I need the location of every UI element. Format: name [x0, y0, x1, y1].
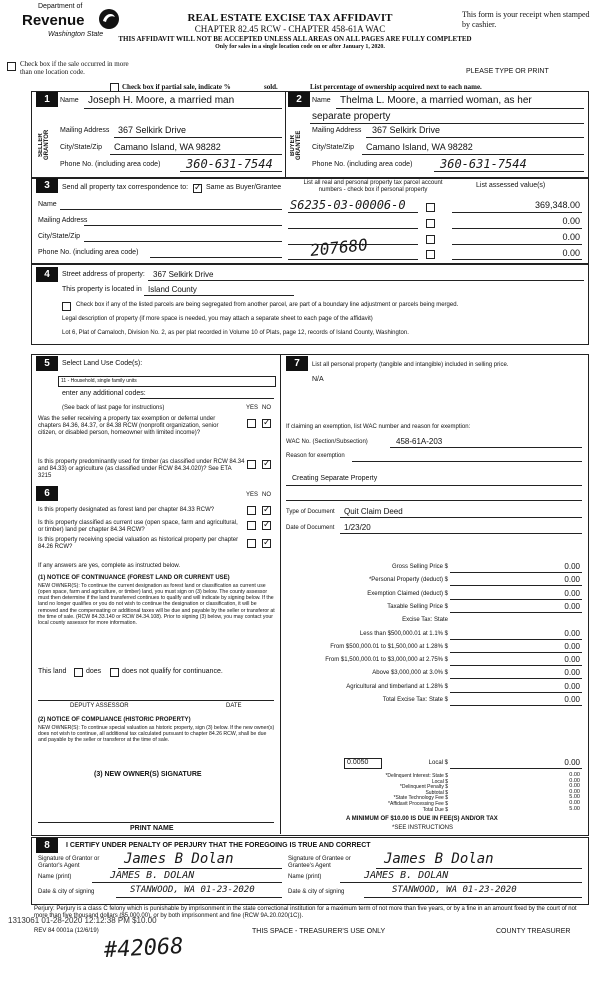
seller-name-label: Name — [60, 97, 79, 104]
handwritten-number: #42068 — [103, 933, 185, 964]
sig-grantor: James B Dolan — [124, 851, 234, 867]
only-for-note: Only for sales in a single location code on or after January 1, 2020. — [215, 44, 385, 50]
exemption-note: If claiming an exemption, list WAC number and reason for exemption: — [286, 424, 471, 430]
tax-line-label: Total Excise Tax: State $ — [382, 697, 448, 703]
tax-line-label: Gross Selling Price $ — [391, 564, 448, 570]
date-city-right: STANWOOD, WA 01-23-2020 — [392, 885, 517, 895]
s6-q2: Is this property classified as current use (open space, farm and agricultural, or timber) land per chapter 84.34 RCW? — [38, 520, 238, 533]
name-print-left: JAMES B. DOLAN — [110, 870, 195, 881]
seller-phone: 360-631-7544 — [186, 157, 273, 171]
tax-line-value: 0.00 — [564, 575, 580, 584]
s3-mailing-label: Mailing Address — [38, 217, 88, 224]
property-street: 367 Selkirk Drive — [153, 270, 214, 279]
s5-q1-no-checkbox[interactable] — [262, 419, 271, 428]
deputy-date-label: DATE — [226, 703, 242, 709]
assessed-value-2: 0.00 — [562, 216, 580, 226]
buyer-side-label: BUYER GRANTEE — [290, 130, 302, 160]
section-5-number: 5 — [36, 356, 58, 371]
tax-line-underline — [450, 665, 582, 666]
multi-location-note: Check box if the sale occurred in more than one location code. — [20, 60, 129, 77]
s5-no-header: NO — [262, 405, 271, 411]
land-use-select[interactable] — [58, 376, 276, 387]
land-does-not-checkbox[interactable] — [110, 668, 119, 677]
multi-location-checkbox[interactable] — [7, 62, 16, 71]
treasurer-use-label: THIS SPACE - TREASURER'S USE ONLY — [252, 928, 386, 935]
tax-line-underline — [450, 599, 582, 600]
legal-description: Lot 6, Plat of Camaloch, Division No. 2, as per plat recorded in Volume 10 of Plats, page 12, records of Island County, Washington. — [62, 330, 409, 336]
tax-line-label: From $1,500,000.01 to $3,000,000 at 2.75% $ — [325, 657, 448, 663]
s5-q2-no-checkbox[interactable] — [262, 460, 271, 469]
legal-label: Legal description of property (if more space is needed, you may attach a separate sheet to each page of the affidavit) — [62, 316, 373, 322]
tax-line-label: Taxable Selling Price $ — [387, 604, 448, 610]
section-6-number: 6 — [36, 486, 58, 501]
notice1-title: (1) NOTICE OF CONTINUANCE (FOREST LAND OR CURRENT USE) — [38, 575, 230, 581]
doc-type-value: Quit Claim Deed — [344, 507, 403, 516]
tail-line-label: *State Technology Fee $ — [393, 795, 448, 801]
this-land-label: This land — [38, 668, 67, 675]
s3-city-label: City/State/Zip — [38, 233, 81, 240]
dept-name: Revenue — [22, 12, 85, 29]
local-rate: 0.0050 — [347, 759, 369, 766]
seller-phone-label: Phone No. (including area code) — [60, 161, 161, 168]
personal-property-label: List all personal property (tangible and intangible) included in selling price. — [312, 362, 509, 368]
dept-label: Department of — [38, 3, 83, 10]
parcel-1: S6235-03-00006-0 — [290, 198, 406, 212]
receipt-note: This form is your receipt when stamped by cashier. — [462, 10, 590, 29]
buyer-phone-label: Phone No. (including area code) — [312, 161, 413, 168]
s6-q2-no-checkbox[interactable] — [262, 521, 271, 530]
tail-line-label: Local $ — [431, 779, 448, 785]
tax-line-value: 0.00 — [564, 562, 580, 571]
parcel-3-personal-checkbox[interactable] — [426, 235, 435, 244]
tail-line-value: 5.00 — [569, 794, 580, 800]
s6-q1-yes-checkbox[interactable] — [247, 506, 256, 515]
assessed-value-4: 0.00 — [562, 248, 580, 258]
segregation-checkbox[interactable] — [62, 302, 71, 311]
section-3-number: 3 — [36, 178, 58, 193]
seller-city-label: City/State/Zip — [60, 144, 103, 151]
seller-mailing-label: Mailing Address — [60, 127, 110, 134]
parcel-4-personal-checkbox[interactable] — [426, 250, 435, 259]
see-back-note: (See back of last page for instructions) — [62, 405, 165, 411]
parcel-handwritten: 207680 — [309, 235, 369, 260]
wac-value: 458-61A-203 — [396, 437, 443, 446]
tail-line-value: 0.00 — [569, 800, 580, 806]
does-label: does — [86, 668, 102, 675]
reason-label: Reason for exemption — [286, 453, 345, 459]
tail-line-label: *Affidavit Processing Fee $ — [388, 801, 448, 807]
buyer-phone: 360-631-7544 — [440, 157, 527, 171]
buyer-name-label: Name — [312, 97, 331, 104]
buyer-mailing-label: Mailing Address — [312, 127, 362, 134]
tail-line-value: 0.00 — [569, 789, 580, 795]
sig-grantor-label: Signature of Grantor or Grantor's Agent — [38, 856, 100, 869]
tax-line-label: Exemption Claimed (deduct) $ — [367, 591, 448, 597]
seller-mailing: 367 Selkirk Drive — [118, 125, 187, 135]
date-city-label-left: Date & city of signing — [38, 889, 95, 895]
tail-line-value: 5.00 — [569, 806, 580, 812]
tax-line-underline — [450, 705, 582, 706]
tail-line-label: *Delinquent Penalty $ — [399, 784, 448, 790]
assessed-value-3: 0.00 — [562, 232, 580, 242]
s6-q1: Is this property designated as forest land per chapter 84.33 RCW? — [38, 507, 215, 513]
tax-line-value: 0.00 — [564, 695, 580, 704]
land-does-checkbox[interactable] — [74, 668, 83, 677]
buyer-city-label: City/State/Zip — [312, 144, 355, 151]
minimum-note: A MINIMUM OF $10.00 IS DUE IN FEE(S) AND/OR TAX — [346, 816, 498, 822]
tax-line-value: 0.00 — [564, 602, 580, 611]
sold-label: sold. — [264, 83, 278, 91]
wac-label: WAC No. (Section/Subsection) — [286, 439, 368, 445]
land-use-label: Select Land Use Code(s): — [62, 360, 143, 367]
tax-line-value: 0.00 — [564, 655, 580, 664]
parcel-header: List all real and personal property tax parcel account numbers - check box if personal property — [303, 180, 443, 193]
parcel-1-personal-checkbox[interactable] — [426, 203, 435, 212]
s3-name-label: Name — [38, 201, 57, 208]
s6-no-header: NO — [262, 492, 271, 498]
if-yes-note: If any answers are yes, complete as instructed below. — [38, 563, 181, 569]
date-city-label-right: Date & city of signing — [288, 889, 345, 895]
notice2-body: NEW OWNER(S): To continue special valuation as historic property, sign (3) below. If the new owner(s) does not wish to continue, all additional tax calculated pursuant to chapter 84.26 RCW, shall be due and payable by the seller or transferor at the time of sale. — [38, 725, 275, 744]
s6-q1-no-checkbox[interactable] — [262, 506, 271, 515]
doc-type-label: Type of Document — [286, 509, 335, 515]
tail-line-value: 0.00 — [569, 783, 580, 789]
tax-line-label: Above $3,000,000 at 3.0% $ — [372, 670, 448, 676]
recording-stamp: 1313061 01-28-2020 12:12:38 PM $10.00 — [8, 916, 157, 925]
s5-q2: Is this property predominantly used for timber (as classified under RCW 84.34 and 84.33) or agriculture (as classified under RCW 84.34.020)? See ETA 3215 — [38, 459, 245, 479]
buyer-name-line2: separate property — [312, 111, 391, 122]
partial-sale-label: Check box if partial sale, indicate % — [122, 83, 231, 91]
local-label: Local $ — [428, 760, 448, 766]
parcel-2-personal-checkbox[interactable] — [426, 219, 435, 228]
certify-statement: I CERTIFY UNDER PENALTY OF PERJURY THAT THE FOREGOING IS TRUE AND CORRECT — [66, 842, 371, 849]
tax-line-underline — [450, 639, 582, 640]
local-value: 0.00 — [564, 758, 580, 767]
county-treasurer-label: COUNTY TREASURER — [496, 928, 571, 935]
tax-line-value: 0.00 — [564, 589, 580, 598]
seller-side-label: SELLER GRANTOR — [38, 129, 50, 161]
section-1-number: 1 — [36, 92, 58, 107]
s5-yes-header: YES — [246, 405, 259, 411]
deputy-assessor-label: DEPUTY ASSESSOR — [70, 703, 129, 709]
local-rate-box[interactable] — [344, 758, 382, 769]
tail-line-label: Subtotal $ — [425, 790, 448, 796]
tail-line-label: *Delinquent Interest: State $ — [385, 773, 448, 779]
sig-grantee-label: Signature of Grantee or Grantee's Agent — [288, 856, 351, 869]
tax-line-underline — [450, 652, 582, 653]
seller-city: Camano Island, WA 98282 — [114, 142, 221, 152]
tax-line-underline — [450, 612, 582, 613]
s3-phone-label: Phone No. (including area code) — [38, 249, 139, 256]
form-warning: THIS AFFIDAVIT WILL NOT BE ACCEPTED UNLESS ALL AREAS ON ALL PAGES ARE FULLY COMPLETED — [118, 35, 472, 43]
s5-q2-yes-checkbox[interactable] — [247, 460, 256, 469]
tax-line-label: Agricultural and timberland at 1.28% $ — [346, 684, 448, 690]
tax-line-value: 0.00 — [564, 668, 580, 677]
name-print-label-left: Name (print) — [38, 874, 72, 880]
buyer-name-line1: Thelma L. Moore, a married woman, as her — [340, 95, 532, 106]
tax-line-value: 0.00 — [564, 642, 580, 651]
s6-q3-yes-checkbox[interactable] — [247, 539, 256, 548]
does-not-label: does not qualify for continuance. — [122, 668, 223, 675]
s5-q1-yes-checkbox[interactable] — [247, 419, 256, 428]
revenue-logo — [98, 8, 120, 30]
reason-value: Creating Separate Property — [292, 475, 378, 482]
section-8-number: 8 — [36, 838, 58, 853]
street-label: Street address of property: — [62, 271, 145, 278]
tax-line-label: *Personal Property (deduct) $ — [368, 577, 448, 583]
tax-line-underline — [450, 678, 582, 679]
send-correspondence-label: Send all property tax correspondence to: — [62, 184, 189, 191]
section-7-number: 7 — [286, 356, 308, 371]
date-city-left: STANWOOD, WA 01-23-2020 — [130, 885, 255, 895]
perjury-note: Perjury: Perjury is a class C felony which is punishable by imprisonment in the state correctional institution for a maximum term of not more than five years, or by a fine in an amount fixed by the court of not more than five thousand dollars ($5,000.00), or by both imprisonment and fine (RCW 9A.20.020(1C)). — [34, 906, 577, 920]
buyer-city: Camano Island, WA 98282 — [366, 142, 473, 152]
doc-date-label: Date of Document — [286, 525, 335, 531]
tax-line-label: From $500,000.01 to $1,500,000 at 1.28% $ — [330, 644, 448, 650]
same-as-buyer-checkbox[interactable] — [193, 184, 202, 193]
s6-q3: Is this property receiving special valuation as historical property per chapter 84.26 RCW? — [38, 537, 239, 550]
form-title: REAL ESTATE EXCISE TAX AFFIDAVIT — [187, 12, 393, 24]
tail-line-label: Total Due $ — [422, 807, 448, 813]
s6-yes-header: YES — [246, 492, 259, 498]
tax-line-label: Less than $500,000.01 at 1.1% $ — [359, 631, 448, 637]
tax-line-underline — [450, 585, 582, 586]
seller-name: Joseph H. Moore, a married man — [88, 95, 235, 106]
section-4-number: 4 — [36, 267, 58, 282]
see-instructions-note: *SEE INSTRUCTIONS — [392, 825, 454, 831]
same-as-buyer-label: Same as Buyer/Grantee — [206, 184, 282, 191]
notice1-body: NEW OWNER(S): To continue the current designation as forest land or classification as current use (open space, farm and agriculture, or timber) land, you must sign on (3) below. The county assessor must then determine if the land transferred continues to qualify and will indicate by signing below. If the land no longer qualifies or you do not wish to continue the designation or classification, it will be removed and the compensating or additional taxes will be due and payable by the seller or transferor at the time of sale. (RCW 84.33.140 or RCW 84.34.108). Prior to signing (3) below, you may contact your local county assessor for more information. — [38, 583, 275, 626]
tax-line-underline — [450, 572, 582, 573]
tax-line-value: 0.00 — [564, 682, 580, 691]
print-name-label: PRINT NAME — [130, 825, 174, 832]
name-print-label-right: Name (print) — [288, 874, 322, 880]
s6-q2-yes-checkbox[interactable] — [247, 521, 256, 530]
dept-state: Washington State — [48, 31, 104, 38]
assessed-value-1: 369,348.00 — [534, 200, 580, 210]
tax-line-underline — [450, 692, 582, 693]
form-id: REV 84 0001a (12/6/19) — [34, 928, 99, 934]
tail-line-value: 0.00 — [569, 772, 580, 778]
sig-grantee: James B Dolan — [384, 851, 494, 867]
assessed-header: List assessed value(s) — [476, 182, 546, 189]
county-label: This property is located in — [62, 286, 142, 293]
tax-line-label: Excise Tax: State — [402, 617, 448, 623]
tail-line-value: 0.00 — [569, 778, 580, 784]
doc-date-value: 1/23/20 — [344, 523, 371, 532]
s6-q3-no-checkbox[interactable] — [262, 539, 271, 548]
land-use-value: 11 - Household, single family units — [61, 378, 137, 384]
section-2-number: 2 — [288, 92, 310, 107]
additional-codes-label: enter any additional codes: — [62, 390, 146, 397]
buyer-mailing: 367 Selkirk Drive — [372, 125, 441, 135]
list-pct-label: List percentage of ownership acquired next to each name. — [310, 83, 482, 91]
notice2-title: (2) NOTICE OF COMPLIANCE (HISTORIC PROPERTY) — [38, 717, 191, 723]
name-print-right: JAMES B. DOLAN — [364, 870, 449, 881]
property-county: Island County — [148, 285, 197, 294]
segregation-note: Check box if any of the listed parcels are being segregated from another parcel, are part of a boundary line adjustment or parcels being merged. — [76, 302, 459, 308]
form-chapter: CHAPTER 82.45 RCW - CHAPTER 458-61A WAC — [194, 24, 386, 34]
s5-q1: Was the seller receiving a property tax exemption or deferral under chapters 84.36, 84.37, or 84.38 RCW (nonprofit organization, senior citizen, or disabled person, homeowner with limited income)? — [38, 416, 219, 436]
tax-line-value: 0.00 — [564, 629, 580, 638]
personal-property-value: N/A — [312, 376, 324, 383]
print-note: PLEASE TYPE OR PRINT — [466, 68, 549, 75]
new-owner-sig-label: (3) NEW OWNER(S) SIGNATURE — [94, 771, 202, 778]
